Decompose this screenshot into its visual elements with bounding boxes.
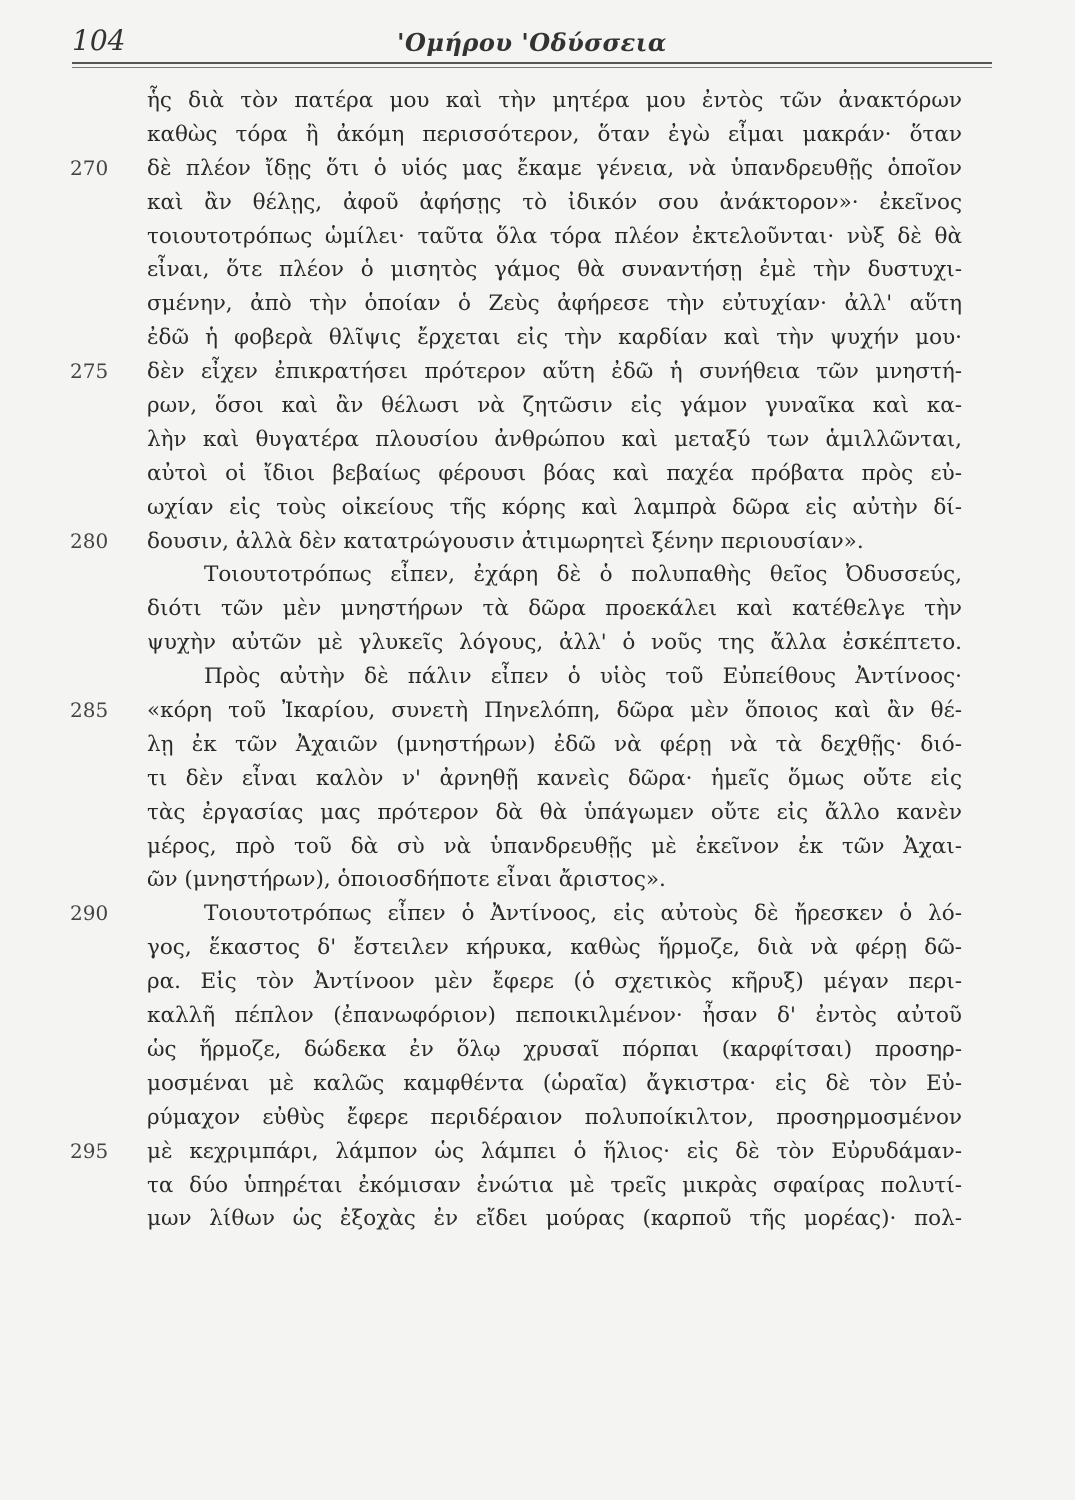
line-text: ωχίαν εἰς τοὺς οἰκείους τῆς κόρης καὶ λαμπρὰ δῶρα εἰς αὐτὴν δί-: [147, 494, 962, 520]
text-line: [147, 457, 962, 491]
header-rule: [72, 62, 992, 64]
text-line: [147, 762, 962, 796]
line-text: γος, ἕκαστος δ' ἔστειλεν κήρυκα, καθὼς ἥρμοζε, διὰ νὰ φέρῃ δῶ-: [147, 935, 962, 961]
text-line: [70, 525, 962, 559]
text-line: [147, 931, 962, 965]
text-line: [147, 287, 962, 321]
line-text: Πρὸς αὐτὴν δὲ πάλιν εἶπεν ὁ υἱὸς τοῦ Εὐπείθους Ἀντίνοος·: [204, 664, 962, 690]
line-text: δουσιν, ἀλλὰ δὲν κατατρώγουσιν ἀτιμωρητεὶ ξένην περιουσίαν».: [147, 528, 864, 554]
line-text: λῃ ἐκ τῶν Ἀχαιῶν (μνηστήρων) ἐδῶ νὰ φέρῃ νὰ τὰ δεχθῇς· διό-: [147, 731, 962, 757]
line-text: ἧς διὰ τὸν πατέρα μου καὶ τὴν μητέρα μου ἐντὸς τῶν ἀνακτόρων: [147, 88, 962, 113]
line-number: 285: [70, 698, 109, 723]
text-line: [147, 796, 962, 830]
line-text: ψυχὴν αὐτῶν μὲ γλυκεῖς λόγους, ἀλλ' ὁ νοῦς της ἄλλα ἐσκέπτετο.: [147, 630, 962, 656]
text-line: [70, 1135, 962, 1169]
line-number: 275: [70, 359, 109, 384]
line-text: μοσμέναι μὲ καλῶς καμφθέντα (ὡραῖα) ἄγκιστρα· εἰς δὲ τὸν Εὐ-: [147, 1070, 962, 1096]
text-line: [147, 830, 962, 864]
line-text: μων λίθων ὡς ἐξοχὰς ἐν εἴδει μούρας (καρποῦ τῆς μορέας)· πολ-: [147, 1206, 962, 1232]
text-line: [147, 389, 962, 423]
page-number: 104: [72, 24, 126, 57]
text-line: [147, 965, 962, 999]
line-text: τὰς ἐργασίας μας πρότερον δὰ θὰ ὑπάγωμεν οὔτε εἰς ἄλλο κανὲν: [147, 799, 962, 825]
text-line: [147, 626, 962, 660]
line-number: 290: [70, 901, 109, 926]
text-line: [147, 592, 962, 626]
text-line: [147, 220, 962, 254]
line-text: μέρος, πρὸ τοῦ δὰ σὺ νὰ ὑπανδρευθῇς μὲ ἐκεῖνον ἐκ τῶν Ἀχαι-: [147, 833, 962, 859]
line-text: ἐδῶ ἡ φοβερὰ θλῖψις ἔρχεται εἰς τὴν καρδίαν καὶ τὴν ψυχήν μου·: [147, 325, 962, 351]
text-line: [147, 84, 962, 118]
text-line: [147, 491, 962, 525]
line-text: ὡς ἥρμοζε, δώδεκα ἐν ὅλῳ χρυσαῖ πόρπαι (καρφίτσαι) προσηρ-: [147, 1036, 962, 1062]
line-text: «κόρη τοῦ Ἰκαρίου, συνετὴ Πηνελόπη, δῶρα μὲν ὅποιος καὶ ἂν θέ-: [147, 698, 962, 724]
page-header: [72, 20, 992, 60]
text-line: [70, 694, 962, 728]
text-line: [147, 1101, 962, 1135]
line-text: Τοιουτοτρόπως εἶπεν, ἐχάρη δὲ ὁ πολυπαθὴς θεῖος Ὀδυσσεύς,: [204, 562, 962, 588]
text-line: [147, 1033, 962, 1067]
text-line: [147, 1169, 962, 1203]
line-text: ῶν (μνηστήρων), ὁποιοσδήποτε εἶναι ἄριστος».: [147, 867, 666, 893]
line-number: 270: [70, 155, 109, 180]
line-text: σμένην, ἀπὸ τὴν ὁποίαν ὁ Ζεὺς ἀφήρεσε τὴν εὐτυχίαν· ἀλλ' αὕτη: [147, 291, 962, 317]
line-text: καθὼς τόρα ἢ ἀκόμη περισσότερον, ὅταν ἐγὼ εἶμαι μακράν· ὅταν: [147, 121, 962, 147]
line-text: ρύμαχον εὐθὺς ἔφερε περιδέραιον πολυποίκιλτον, προσηρμοσμένον: [147, 1104, 962, 1130]
text-line: [70, 355, 962, 389]
line-text: δὲν εἶχεν ἐπικρατήσει πρότερον αὕτη ἐδῶ ἡ συνήθεια τῶν μνηστή-: [147, 359, 962, 385]
line-text: ρων, ὅσοι καὶ ἂν θέλωσι νὰ ζητῶσιν εἰς γάμον γυναῖκα καὶ κα-: [147, 393, 962, 419]
line-text: αὐτοὶ οἱ ἴδιοι βεβαίως φέρουσι βόας καὶ παχέα πρόβατα πρὸς εὐ-: [147, 460, 962, 486]
line-text: τι δὲν εἶναι καλὸν ν' ἀρνηθῇ κανεὶς δῶρα· ἡμεῖς ὅμως οὔτε εἰς: [147, 765, 962, 791]
text-line: [147, 863, 962, 897]
text-line: [147, 728, 962, 762]
running-title: 'Ομήρου 'Οδύσσεια: [397, 28, 667, 57]
line-text: καὶ ἂν θέλῃς, ἀφοῦ ἀφήσῃς τὸ ἰδικόν σου ἀνάκτορον»· ἐκεῖνος: [147, 189, 962, 215]
line-text: τα δύο ὑπηρέται ἐκόμισαν ἐνώτια μὲ τρεῖς μικρὰς σφαίρας πολυτί-: [147, 1172, 962, 1198]
line-text: εἶναι, ὅτε πλέον ὁ μισητὸς γάμος θὰ συναντήσῃ ἐμὲ τὴν δυστυχι-: [147, 257, 962, 283]
text-line: [147, 186, 962, 220]
text-line: [147, 1202, 962, 1236]
text-line: [147, 423, 962, 457]
text-line: [147, 321, 962, 355]
text-line: [147, 660, 962, 694]
line-number: 280: [70, 528, 109, 553]
line-text: μὲ κεχριμπάρι, λάμπον ὡς λάμπει ὁ ἥλιος· εἰς δὲ τὸν Εὐρυδάμαν-: [147, 1138, 962, 1164]
line-text: τοιουτοτρόπως ὡμίλει· ταῦτα ὅλα τόρα πλέον ἐκτελοῦνται· νὺξ δὲ θὰ: [147, 223, 962, 249]
line-text: Τοιουτοτρόπως εἶπεν ὁ Ἀντίνοος, εἰς αὐτοὺς δὲ ἤρεσκεν ὁ λό-: [204, 901, 962, 927]
line-number: 295: [70, 1138, 109, 1163]
text-line: [147, 558, 962, 592]
line-text: δὲ πλέον ἴδῃς ὅτι ὁ υἱός μας ἔκαμε γένεια, νὰ ὑπανδρευθῇς ὁποῖον: [147, 155, 962, 181]
text-line: [147, 253, 962, 287]
line-text: ρα. Εἰς τὸν Ἀντίνοον μὲν ἔφερε (ὁ σχετικὸς κῆρυξ) μέγαν περι-: [147, 969, 962, 995]
text-line: [70, 152, 962, 186]
text-line: [70, 897, 962, 931]
header-rule-thin: [72, 67, 992, 68]
body-text: [70, 84, 962, 1236]
line-text: λὴν καὶ θυγατέρα πλουσίου ἀνθρώπου καὶ μεταξύ των ἁμιλλῶνται,: [147, 426, 962, 452]
text-line: [147, 999, 962, 1033]
text-line: [147, 118, 962, 152]
line-text: διότι τῶν μὲν μνηστήρων τὰ δῶρα προεκάλει καὶ κατέθελγε τὴν: [147, 596, 962, 622]
line-text: καλλῆ πέπλον (ἐπανωφόριον) πεποικιλμένον· ἦσαν δ' ἐντὸς αὐτοῦ: [147, 1003, 962, 1029]
text-line: [147, 1067, 962, 1101]
